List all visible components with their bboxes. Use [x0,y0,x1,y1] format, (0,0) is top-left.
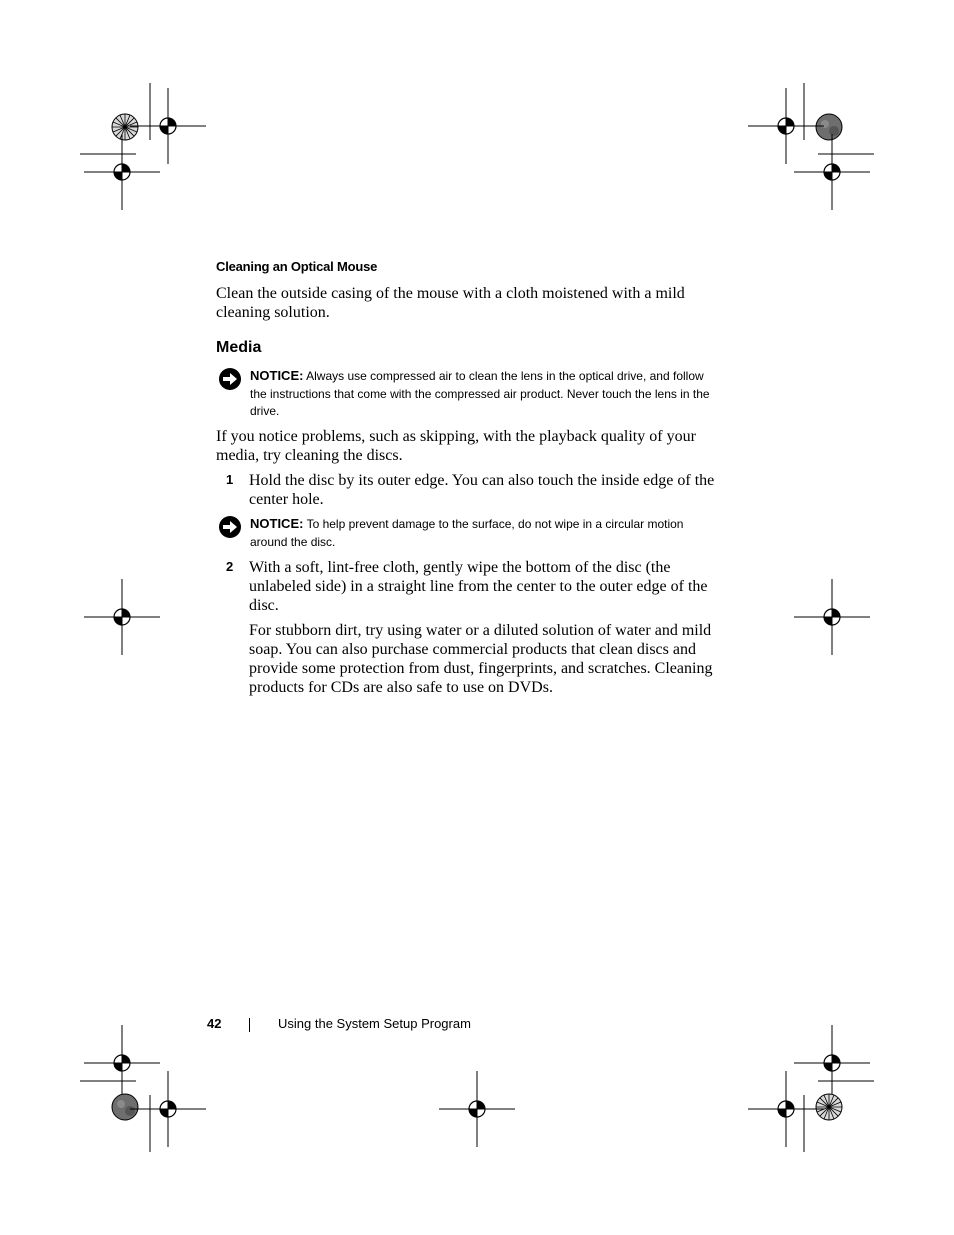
media-intro-paragraph: If you notice problems, such as skipping, with the playback quality of your media, try cleaning the discs. [216,428,696,464]
notice-1-text [250,367,718,421]
footer-chapter-title: Using the System Setup Program [278,1016,471,1031]
step-2-extra-paragraph: For stubborn dirt, try using water or a diluted solution of water and mild soap. You can also purchase commercial products that clean discs and provide some protection from dust, fingerprints, and scratches. Cleaning products for CDs are also safe to use on DVDs. [249,622,713,696]
notice-arrow-icon [218,367,242,391]
step-2-number: 2 [226,559,234,574]
notice-1-body: Always use compressed air to clean the lens in the optical drive, and follow the instructions that come with the compressed air product. Never touch the lens in the drive. [250,369,710,418]
notice-arrow-icon [218,515,242,539]
page-number: 42 [207,1016,222,1031]
section-subheading: Cleaning an Optical Mouse [216,259,378,274]
notice-1-label: NOTICE: [250,368,304,383]
media-heading: Media [216,339,262,356]
notice-2-label: NOTICE: [250,516,304,531]
mouse-cleaning-paragraph: Clean the outside casing of the mouse with a cloth moistened with a mild cleaning solution. [216,285,685,321]
notice-2-body: To help prevent damage to the surface, do not wipe in a circular motion around the disc. [250,517,684,549]
step-2-text: With a soft, lint-free cloth, gently wipe the bottom of the disc (the unlabeled side) in a straight line from the center to the outer edge of the disc. [249,559,708,614]
footer-divider [249,1018,250,1032]
step-1-number: 1 [226,472,234,487]
step-1-text: Hold the disc by its outer edge. You can also touch the inside edge of the center hole. [249,472,715,508]
notice-2-text [250,515,718,551]
